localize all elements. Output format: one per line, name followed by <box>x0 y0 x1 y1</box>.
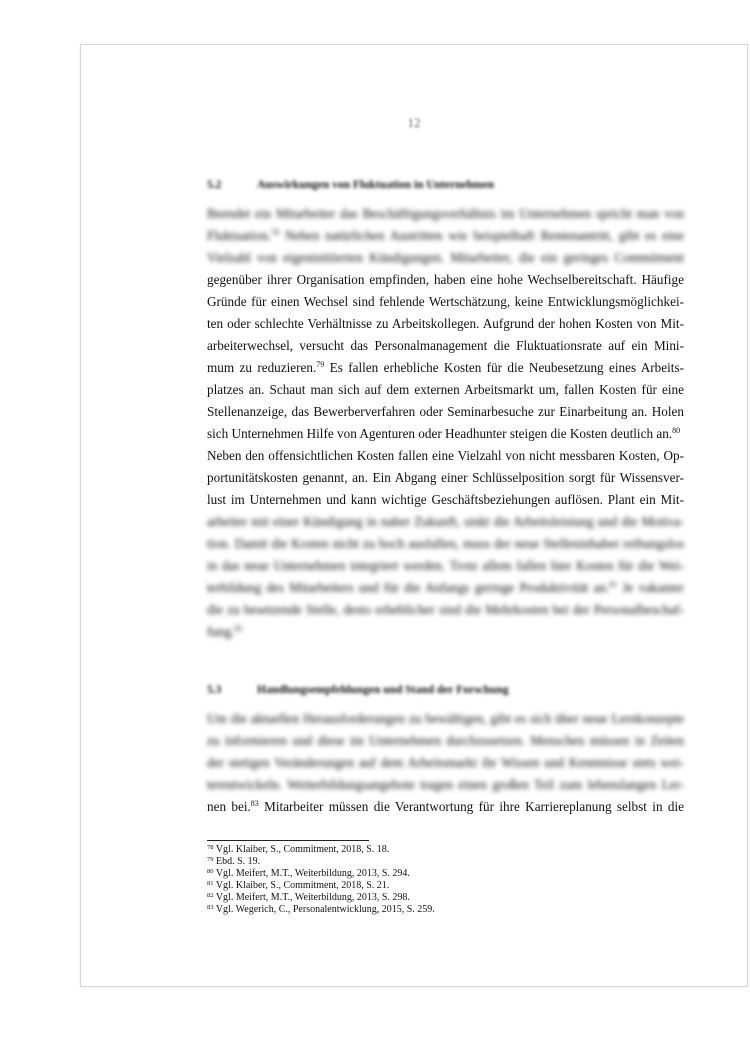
text-line <box>207 225 684 247</box>
text-line: platzes an. Schaut man sich auf dem externen Arbeitsmarkt um, fallen Kosten für eine <box>207 382 684 397</box>
footnote <box>207 880 389 891</box>
text-line <box>207 357 684 379</box>
text-run: Mitarbeiter müssen die Verantwortung für ihre Karriereplanung selbst in die <box>258 799 684 814</box>
footnote <box>207 844 389 855</box>
footnote-divider <box>207 840 369 841</box>
text-line: Beendet ein Mitarbeiter das Beschäftigungsverhältnis im Unternehmen spricht man von <box>207 206 684 221</box>
footnote-number: 81 <box>207 880 214 887</box>
text-run: Es fallen erhebliche Kosten für die Neubesetzung eines Arbeits- <box>324 360 684 375</box>
text-line: lust im Unternehmen und kann wichtige Geschäftsbeziehungen auflösen. Plant ein Mit- <box>207 492 684 507</box>
text-line: terentwickeln. Weiterbildungsangebote tragen einen großen Teil zum lebenslangen Ler- <box>207 777 684 792</box>
footnote-text: Vgl. Klaiber, S., Commitment, 2018, S. 18. <box>213 844 390 855</box>
text-run: nen bei. <box>207 799 251 814</box>
text-line: Gründe für einen Wechsel sind fehlende Wertschätzung, keine Entwicklungsmöglichkei- <box>207 294 684 309</box>
text-line: Stellenanzeige, das Bewerberverfahren oder Seminarbesuche zur Einarbeitung an. Holen <box>207 404 684 419</box>
footnote-ref: 80 <box>672 426 681 435</box>
footnote <box>207 856 260 867</box>
footnote-number: 83 <box>207 904 214 911</box>
footnote <box>207 904 435 915</box>
text-line: tion. Damit die Kosten nicht zu hoch ausfallen, muss der neue Stelleninhaber reibungslos <box>207 536 684 551</box>
footnote-text: Vgl. Meifert, M.T., Weiterbildung, 2013, S. 298. <box>213 892 410 903</box>
footnote-text: Vgl. Klaiber, S., Commitment, 2018, S. 21. <box>213 880 390 891</box>
text-run: terbildung des Mitarbeiters und für die Anfangs geringe Produktivität an. <box>207 580 610 595</box>
footnote-ref: 78 <box>271 228 280 237</box>
text-run: Fluktuation. <box>207 228 272 243</box>
footnote <box>207 868 410 879</box>
text-line: Vielzahl von eigeninitiierten Kündigungen. Mitarbeiter, die ein geringes Commitment <box>207 250 684 265</box>
text-run: sich Unternehmen Hilfe von Agenturen oder Headhunter steigen die Kosten deutlich an. <box>207 426 673 441</box>
text-line <box>207 423 684 445</box>
text-line: zu informieren und diese im Unternehmen durchzusetzen. Menschen müssen in Zeiten <box>207 733 684 748</box>
text-line <box>207 577 684 599</box>
footnote <box>207 892 410 903</box>
section-heading-5-2 <box>207 179 494 191</box>
footnote-number: 80 <box>207 868 214 875</box>
text-run: mum zu reduzieren. <box>207 360 317 375</box>
text-run: fung. <box>207 624 235 639</box>
text-line: in das neue Unternehmen integriert werden. Trotz allem fallen hier Kosten für die Wei- <box>207 558 684 573</box>
section-number: 5.3 <box>207 684 222 696</box>
section-heading-5-3 <box>207 684 509 696</box>
footnote-ref: 83 <box>250 799 259 808</box>
footnote-ref: 81 <box>609 580 618 589</box>
text-run: Je vakanter <box>617 580 684 595</box>
footnote-text: Ebd. S. 19. <box>213 856 261 867</box>
page-number: 12 <box>407 115 421 130</box>
text-line: arbeiter mit einer Kündigung in naher Zukunft, sinkt die Arbeitsleistung und die Motiva- <box>207 514 684 529</box>
section-title: Handlungsempfehlungen und Stand der Forschung <box>257 684 509 696</box>
text-line: gegenüber ihrer Organisation empfinden, haben eine hohe Wechselbereitschaft. Häufige <box>207 272 684 287</box>
footnote-text: Vgl. Wegerich, C., Personalentwicklung, 2015, S. 259. <box>213 904 435 915</box>
text-line: Um die aktuellen Herausforderungen zu bewältigen, gibt es sich über neue Lernkonzepte <box>207 711 684 726</box>
document-page <box>80 44 748 987</box>
text-line: der stetigen Veränderungen auf dem Arbeitsmarkt ihr Wissen und Kenntnisse stets wei- <box>207 755 684 770</box>
footnote-ref: 79 <box>316 360 325 369</box>
text-line: arbeiterwechsel, versucht das Personalmanagement die Fluktuationsrate auf ein Mini- <box>207 338 684 353</box>
footnote-ref: 82 <box>234 624 243 633</box>
section-number: 5.2 <box>207 179 222 191</box>
footnote-text: Vgl. Meifert, M.T., Weiterbildung, 2013, S. 294. <box>213 868 410 879</box>
text-line: die zu besetzende Stelle, desto erheblicher sind die Mehrkosten bei der Personalbeschaf- <box>207 602 684 617</box>
footnote-number: 78 <box>207 844 214 851</box>
footnote-number: 79 <box>207 856 214 863</box>
text-line: Neben den offensichtlichen Kosten fallen eine Vielzahl von nicht messbaren Kosten, Op- <box>207 448 684 463</box>
text-line: ten oder schlechte Verhältnisse zu Arbeitskollegen. Aufgrund der hohen Kosten von Mit- <box>207 316 684 331</box>
text-line: portunitätskosten genannt, an. Ein Abgang einer Schlüsselposition sorgt für Wissensver- <box>207 470 684 485</box>
text-line <box>207 621 684 643</box>
text-run: Neben natürlichen Austritten wie beispielhaft Rentenantritt, gibt es eine <box>279 228 684 243</box>
text-line <box>207 796 684 818</box>
footnote-number: 82 <box>207 892 214 899</box>
section-title: Auswirkungen von Fluktuation in Unternehmen <box>257 179 495 191</box>
